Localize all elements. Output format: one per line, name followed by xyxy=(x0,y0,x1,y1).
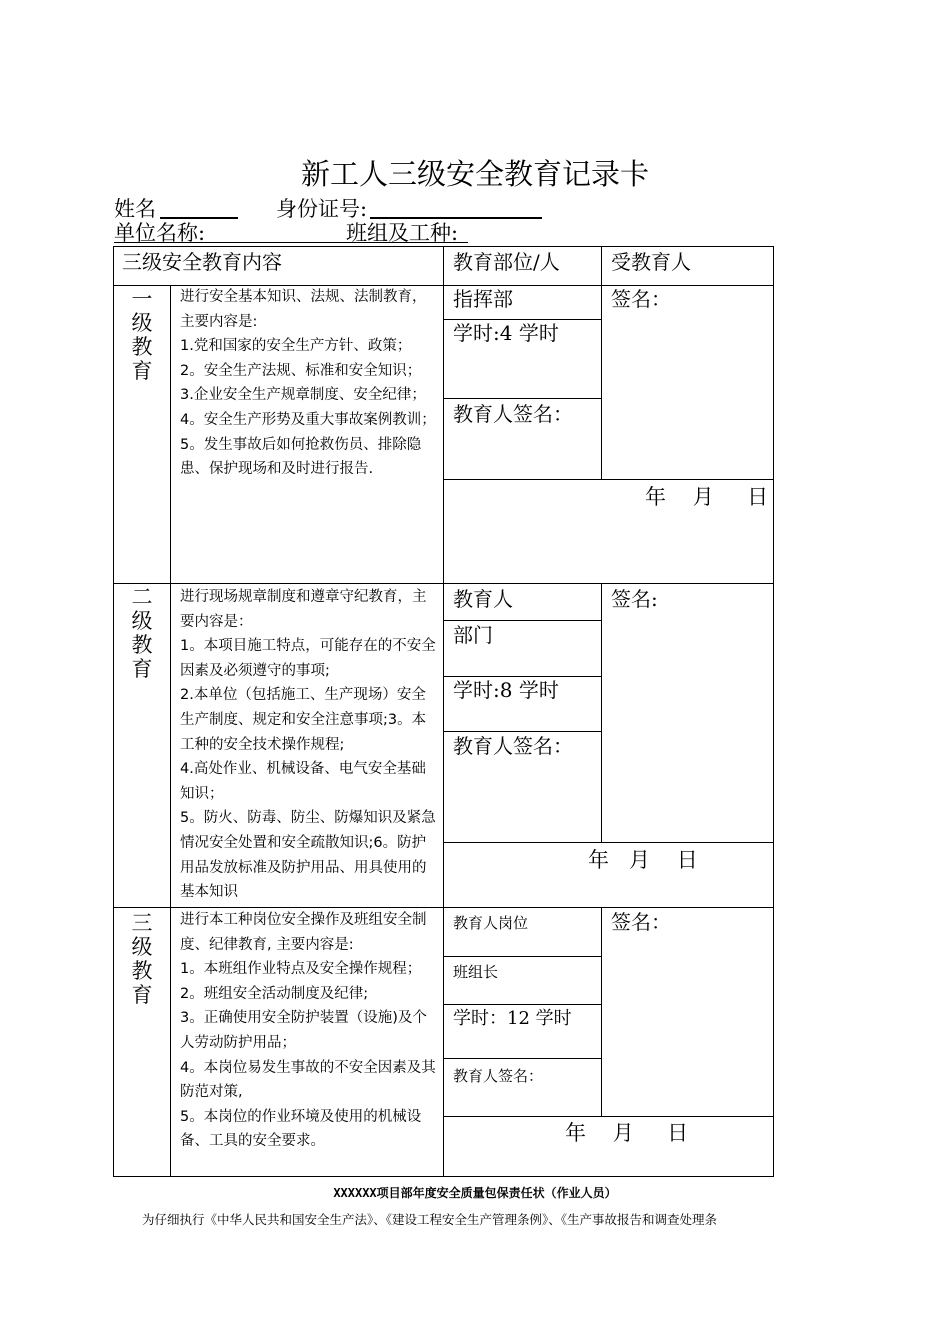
level-3-dept: 班组长 xyxy=(453,963,499,981)
content-column-header: 三级安全教育内容 xyxy=(122,250,282,274)
level-3-hours: 学时：12 学时 xyxy=(453,1008,572,1029)
level-2-hours: 学时:8 学时 xyxy=(453,678,559,702)
level-1-date: 年 月 日 xyxy=(645,485,769,509)
level-1-content: 进行安全基本知识、法规、法制教育，主要内容是: 1.党和国家的安全生产方针、政策； 2。安全生产法规、标准和安全知识； 3.企业安全生产规章制度、安全纪律； 4。安全生产形势及重大事故案例教训； 5。发生事故后如何抢救伤员、排除隐患、保护现场和及时进行报告. xyxy=(180,289,436,478)
name-label: 姓名 xyxy=(114,197,156,221)
id-label: 身份证号: xyxy=(276,197,368,221)
level-2-content: 进行现场规章制度和遵章守纪教育，主要内容是： 1。本项目施工特点，可能存在的不安全因素及必须遵守的事项; 2.本单位（包括施工、生产现场）安全生产制度、规定和安全注意事项;3。本工种的安全技术操作规程; 4.高处作业、机械设备、电气安全基础知识； 5。防火、防毒、防尘、防爆知识及紧急情况安全处置和安全疏散知识;6。防护用品发放标准及防护用品、用具使用的基本知识 xyxy=(180,589,436,901)
footer-heading: XXXXXX项目部年度安全质量包保责任状（作业人员） xyxy=(333,1186,617,1200)
unit-label: 单位名称: xyxy=(114,221,206,245)
level-2-name: 二级教育 xyxy=(131,585,153,681)
level-1-dept: 指挥部 xyxy=(453,287,513,311)
page-title: 新工人三级安全教育记录卡 xyxy=(300,157,649,191)
unit-underline xyxy=(114,242,468,243)
dept-column-header: 教育部位/人 xyxy=(453,250,560,274)
level-3-trainee-sign: 签名： xyxy=(611,910,671,934)
level-2-educator: 教育人 xyxy=(453,587,513,611)
level-3-date: 年 月 日 xyxy=(565,1121,689,1145)
level-1-educator-sign: 教育人签名： xyxy=(453,402,573,426)
level-1-hours: 学时:4 学时 xyxy=(453,321,559,345)
level-3-educator-sign: 教育人签名： xyxy=(453,1067,544,1085)
footer-text: 为仔细执行《中华人民共和国安全生产法》、《建设工程安全生产管理条例》、《生产事故报告和调查处理条 xyxy=(142,1212,718,1227)
trainee-column-header: 受教育人 xyxy=(611,250,691,274)
level-1-trainee-sign: 签名： xyxy=(611,287,671,311)
level-2-date: 年 月 日 xyxy=(588,848,698,872)
id-underline xyxy=(370,217,542,219)
level-3-content: 进行本工种岗位安全操作及班组安全制度、纪律教育, 主要内容是: 1。本班组作业特点及安全操作规程；2。班组安全活动制度及纪律; 3。正确使用安全防护装置（设施)及个人劳动防护用品； 4。本岗位易发生事故的不安全因素及其防范对策, 5。本岗位的作业环境及使用的机械设备、工具的安全要求。 xyxy=(180,912,436,1150)
level-2-educator-sign: 教育人签名： xyxy=(453,734,573,758)
level-2-trainee-sign: 签名: xyxy=(611,587,658,611)
name-underline xyxy=(160,217,238,219)
team-label: 班组及工种: xyxy=(346,221,459,245)
level-2-dept: 部门 xyxy=(453,623,493,647)
level-3-educator: 教育人岗位 xyxy=(453,914,529,932)
level-3-name: 三级教育 xyxy=(131,911,153,1007)
level-1-name: 一级教育 xyxy=(131,287,153,383)
